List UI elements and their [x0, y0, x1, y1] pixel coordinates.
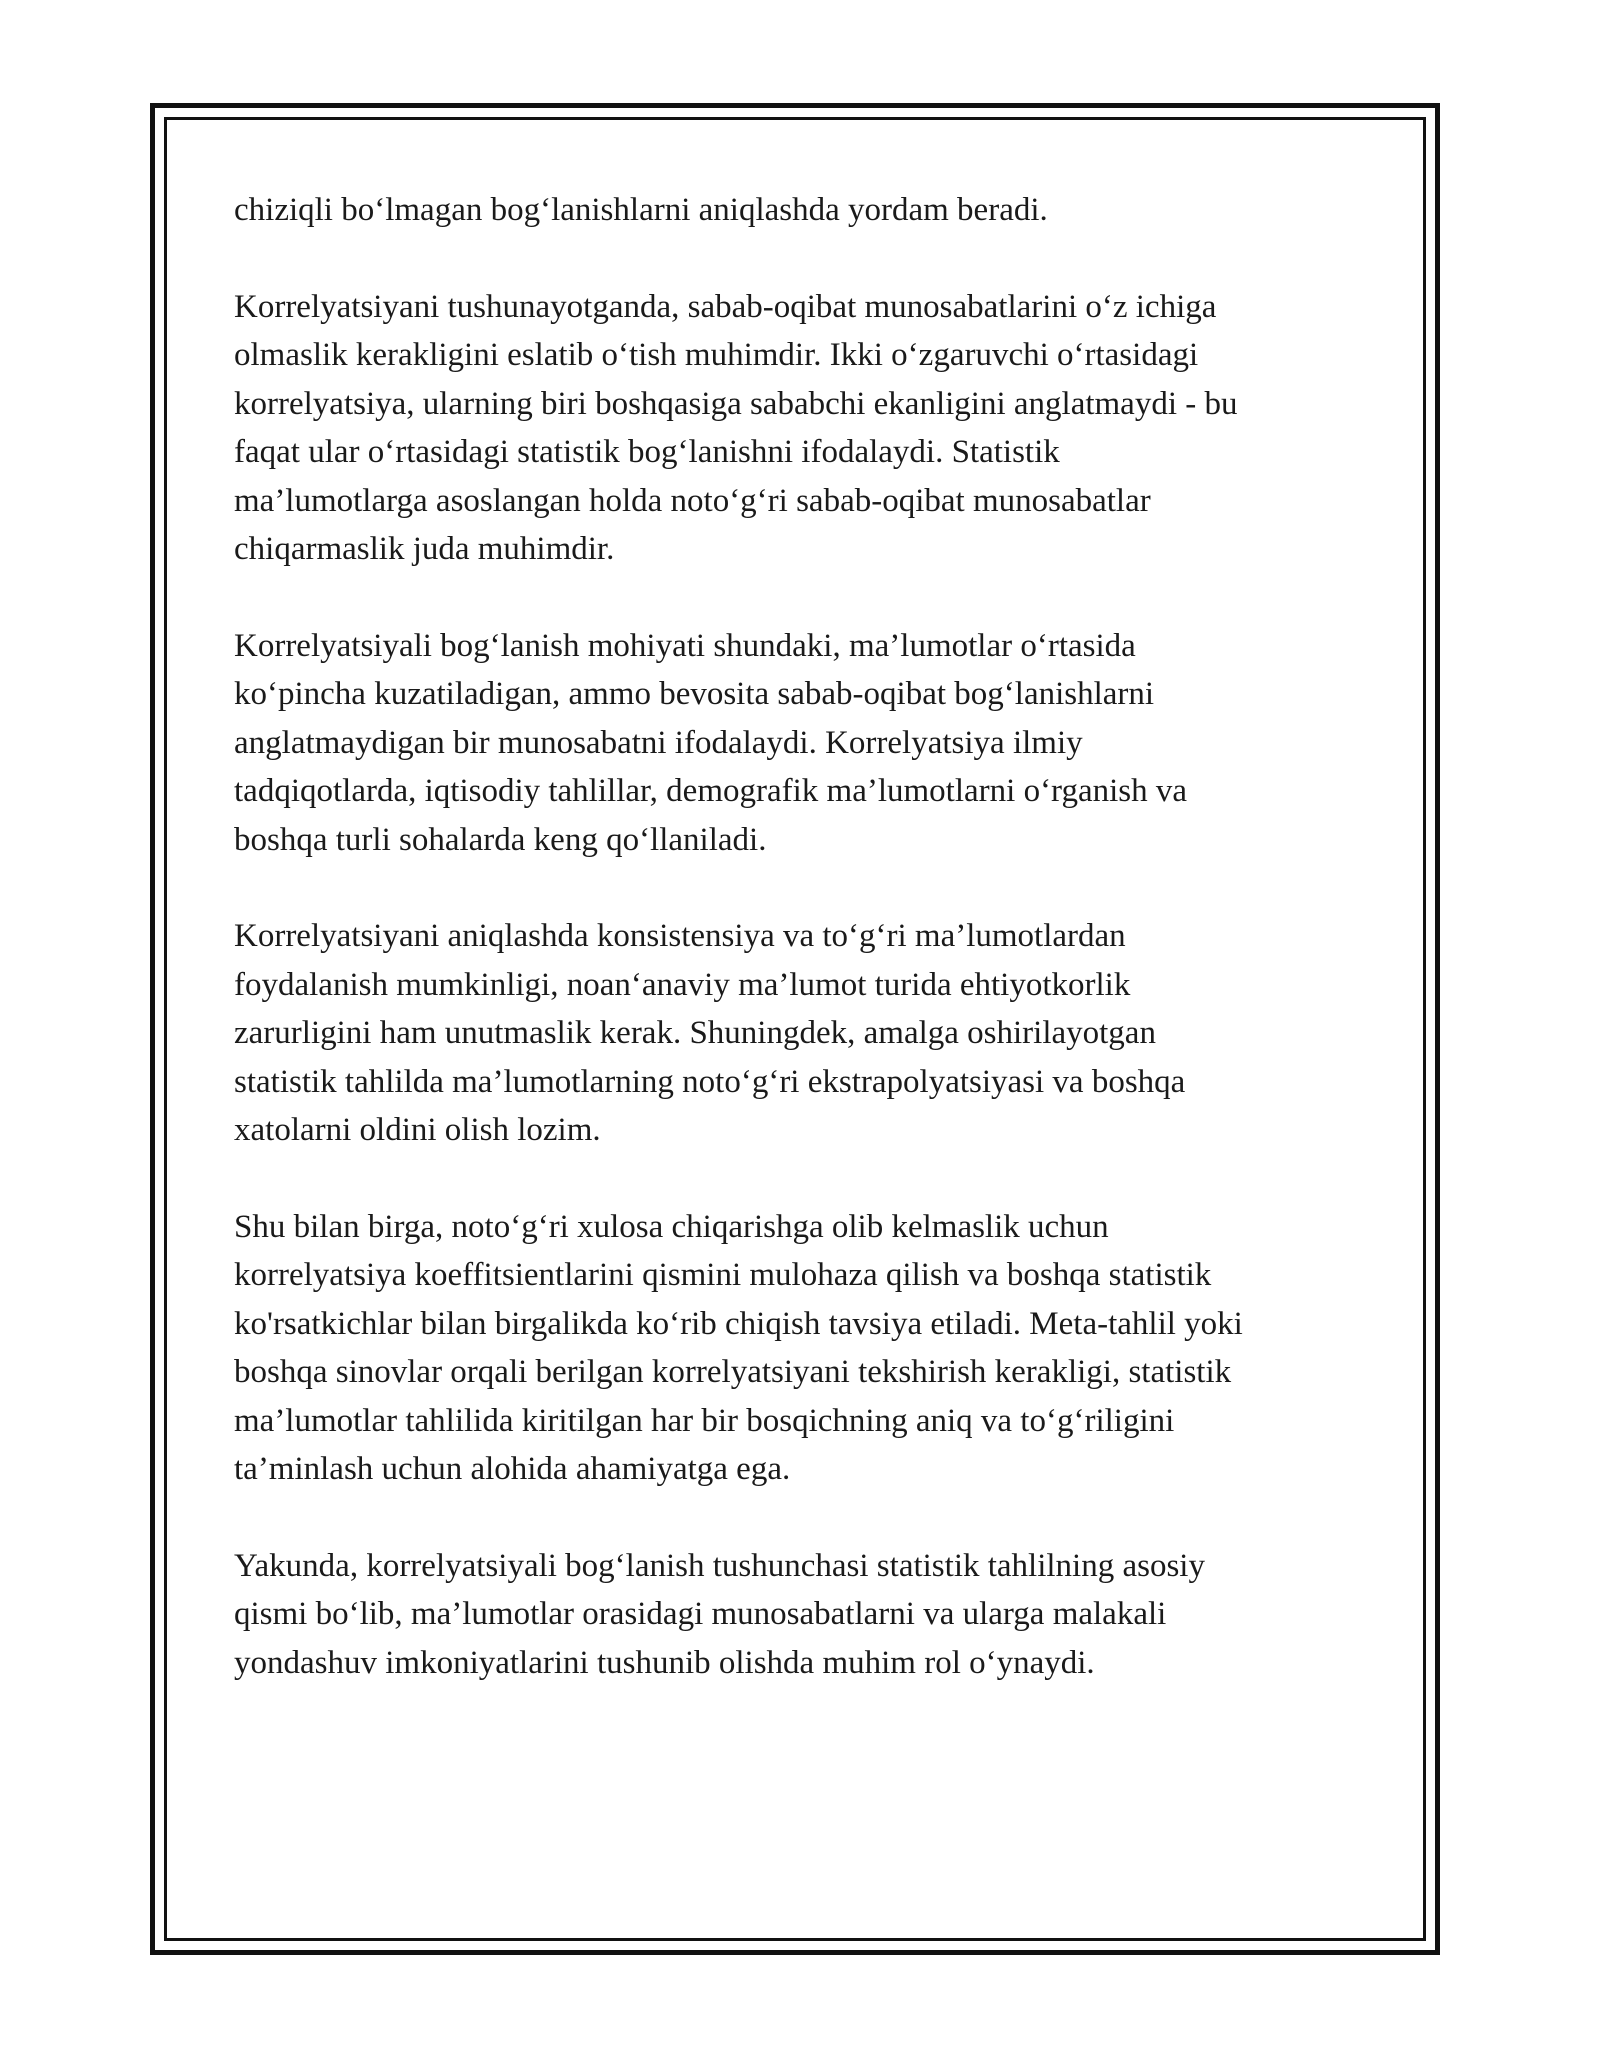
document-body — [234, 186, 1364, 1735]
paragraph-3: Korrelyatsiyali bog‘lanish mohiyati shundaki, ma’lumotlar o‘rtasida ko‘pincha kuzatiladigan, ammo bevosita sabab-oqibat bog‘lanishlarni anglatmaydigan bir munosabatni ifodalaydi. Korrelyatsiya ilmiy tadqiqotlarda, iqtisodiy tahlillar, demografik ma’lumotlarni o‘rganish va boshqa turli sohalarda keng qo‘llaniladi. — [234, 627, 1188, 858]
paragraph-6: Yakunda, korrelyatsiyali bog‘lanish tushunchasi statistik tahlilning asosiy qismi bo‘lib, ma’lumotlar orasidagi munosabatlarni va ularga malakali yondashuv imkoniyatlarini tushunib olishda muhim rol o‘ynaydi. — [234, 1547, 1205, 1681]
paragraph-2: Korrelyatsiyani tushunayotganda, sabab-oqibat munosabatlarini o‘z ichiga olmaslik kerakligini eslatib o‘tish muhimdir. Ikki o‘zgaruvchi o‘rtasidagi korrelyatsiya, ularning biri boshqasiga sababchi ekanligini anglatmaydi - bu faqat ular o‘rtasidagi statistik bog‘lanishni ifodalaydi. Statistik ma’lumotlarga asoslangan holda noto‘g‘ri sabab-oqibat munosabatlar chiqarmaslik juda muhimdir. — [234, 288, 1238, 567]
paragraph-1: chiziqli bo‘lmagan bog‘lanishlarni aniqlashda yordam beradi. — [234, 192, 1048, 228]
paragraph-4: Korrelyatsiyani aniqlashda konsistensiya va to‘g‘ri ma’lumotlardan foydalanish mumkinligi, noan‘anaviy ma’lumot turida ehtiyotkorlik zarurligini ham unutmaslik kerak. Shuningdek, amalga oshirilayotgan statistik tahlilda ma’lumotlarning noto‘g‘ri ekstrapolyatsiyasi va boshqa xatolarni oldini olish lozim. — [234, 918, 1186, 1148]
paragraph-5: Shu bilan birga, noto‘g‘ri xulosa chiqarishga olib kelmaslik uchun korrelyatsiya koeffitsientlarini qismini mulohaza qilish va boshqa statistik ko'rsatkichlar bilan birgalikda ko‘rib chiqish tavsiya etiladi. Meta-tahlil yoki boshqa sinovlar orqali berilgan korrelyatsiyani tekshirish kerakligi, statistik ma’lumotlar tahlilida kiritilgan har bir bosqichning aniq va to‘g‘riligini ta’minlash uchun alohida ahamiyatga ega. — [234, 1208, 1243, 1487]
